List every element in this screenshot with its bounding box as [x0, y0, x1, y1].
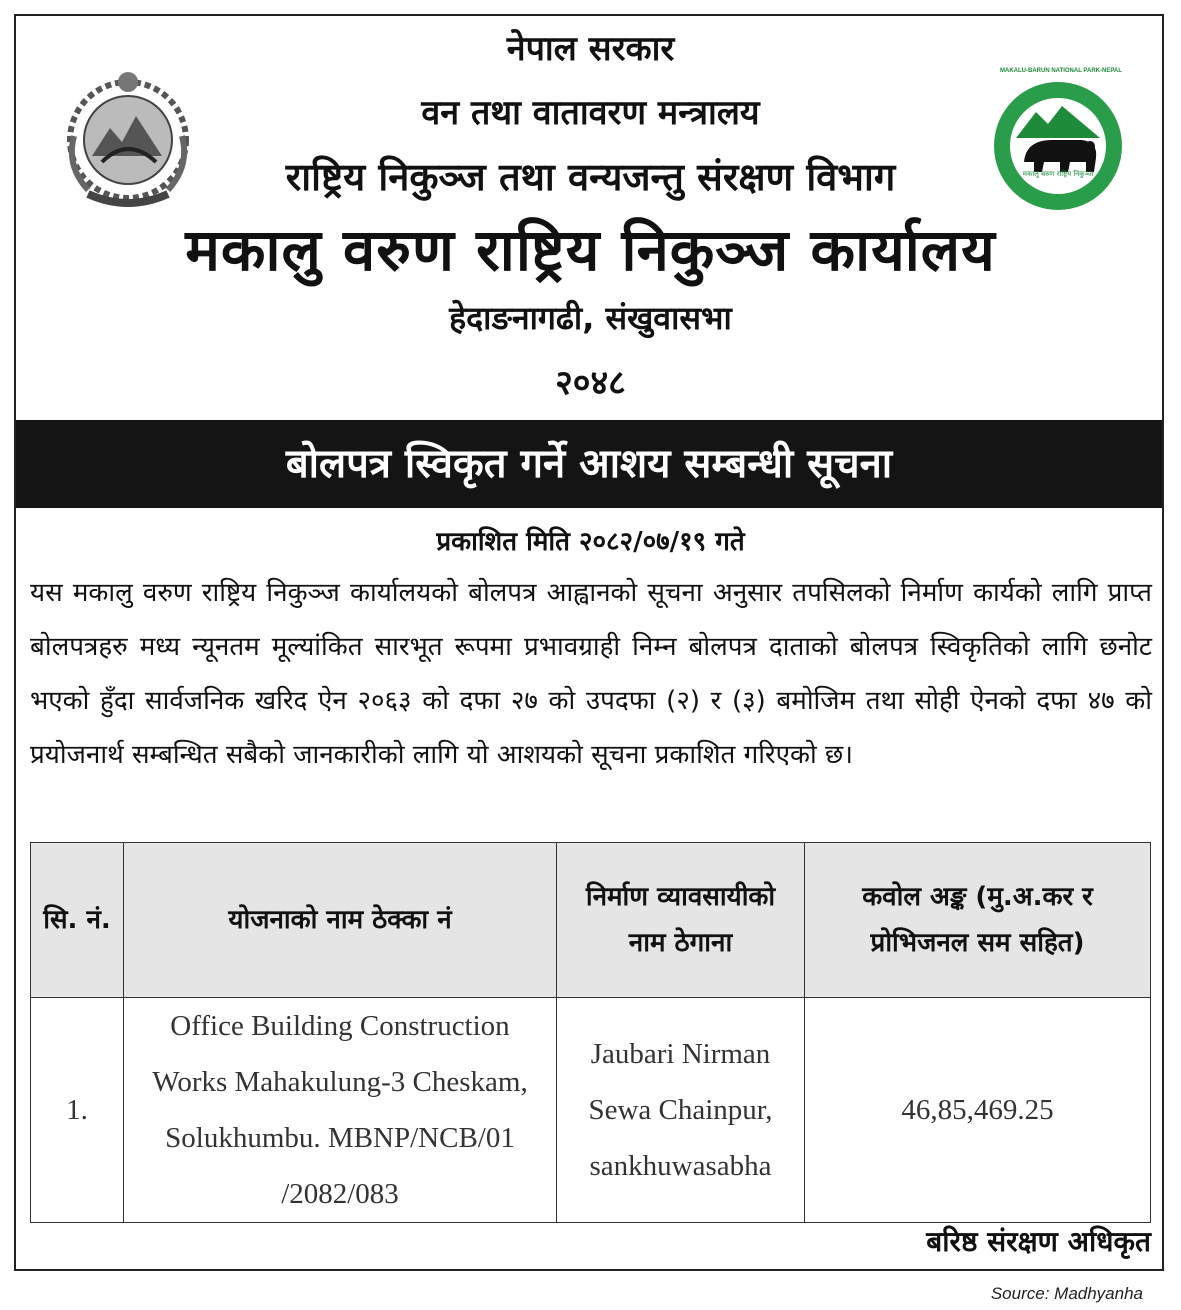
- table-header-row: [31, 843, 1151, 998]
- notice-title-banner: बोलपत्र स्विकृत गर्ने आशय सम्बन्धी सूचना: [16, 420, 1162, 508]
- header-department: राष्ट्रिय निकुञ्ज तथा वन्यजन्तु संरक्षण विभाग: [285, 155, 896, 199]
- source-credit: Source: Madhyanha: [990, 1284, 1143, 1303]
- row-project: Office Building Construction Works Mahakulung-3 Cheskam, Solukhumbu. MBNP/NCB/01 /2082/083: [124, 998, 557, 1223]
- header-ministry: वन तथा वातावरण मन्त्रालय: [421, 93, 760, 133]
- header-government: नेपाल सरकार: [506, 29, 675, 69]
- row-amount: 46,85,469.25: [805, 998, 1151, 1223]
- park-logo-bottom-text: मकालु बरुण राष्ट्रिय निकुञ्ज: [1022, 170, 1094, 178]
- notice-body: यस मकालु वरुण राष्ट्रिय निकुञ्ज कार्यालयको बोलपत्र आह्वानको सूचना अनुसार तपसिलको निर्माण कार्यको लागि प्राप्त बोलपत्रहरु मध्य न्यूनतम मूल्यांकित सारभूत रूपमा प्रभावग्राही निम्न बोलपत्र दाताको बोलपत्र स्विकृतिको लागि छनोट भएको हुँदा सार्वजनिक खरिद ऐन २०६३ को दफा २७ को उपदफा (२) र (३) बमोजिम तथा सोही ऐनको दफा ४७ को प्रयोजनार्थ सम्बन्धित सबैको जानकारीको लागि यो आशयको सूचना प्रकाशित गरिएको छ।: [30, 578, 1152, 770]
- bid-table: [30, 842, 1151, 1223]
- signatory-title: बरिष्ठ संरक्षण अधिकृत: [926, 1225, 1151, 1258]
- header-office: मकालु वरुण राष्ट्रिय निकुञ्ज कार्यालय: [185, 216, 996, 284]
- header-year: २०४८: [555, 363, 626, 403]
- published-date: प्रकाशित मिति २०८२/०७/१९ गते: [436, 527, 745, 557]
- row-sn: 1.: [31, 998, 124, 1223]
- header-address: हेदाङनागढी, संखुवासभा: [449, 299, 732, 337]
- row-contractor: Jaubari Nirman Sewa Chainpur, sankhuwasabha: [557, 998, 805, 1223]
- park-logo-ring-text: MAKALU-BARUN NATIONAL PARK-NEPAL: [1000, 68, 1122, 74]
- col-contractor-header: निर्माण व्यावसायीको नाम ठेगाना: [557, 843, 805, 998]
- col-sn-header: सि. नं.: [31, 843, 124, 998]
- table-row: [31, 998, 1151, 1223]
- col-amount-header: कवोल अङ्क (मु.अ.कर र प्रोभिजनल सम सहित): [805, 843, 1151, 998]
- col-project-header: योजनाको नाम ठेक्का नं: [124, 843, 557, 998]
